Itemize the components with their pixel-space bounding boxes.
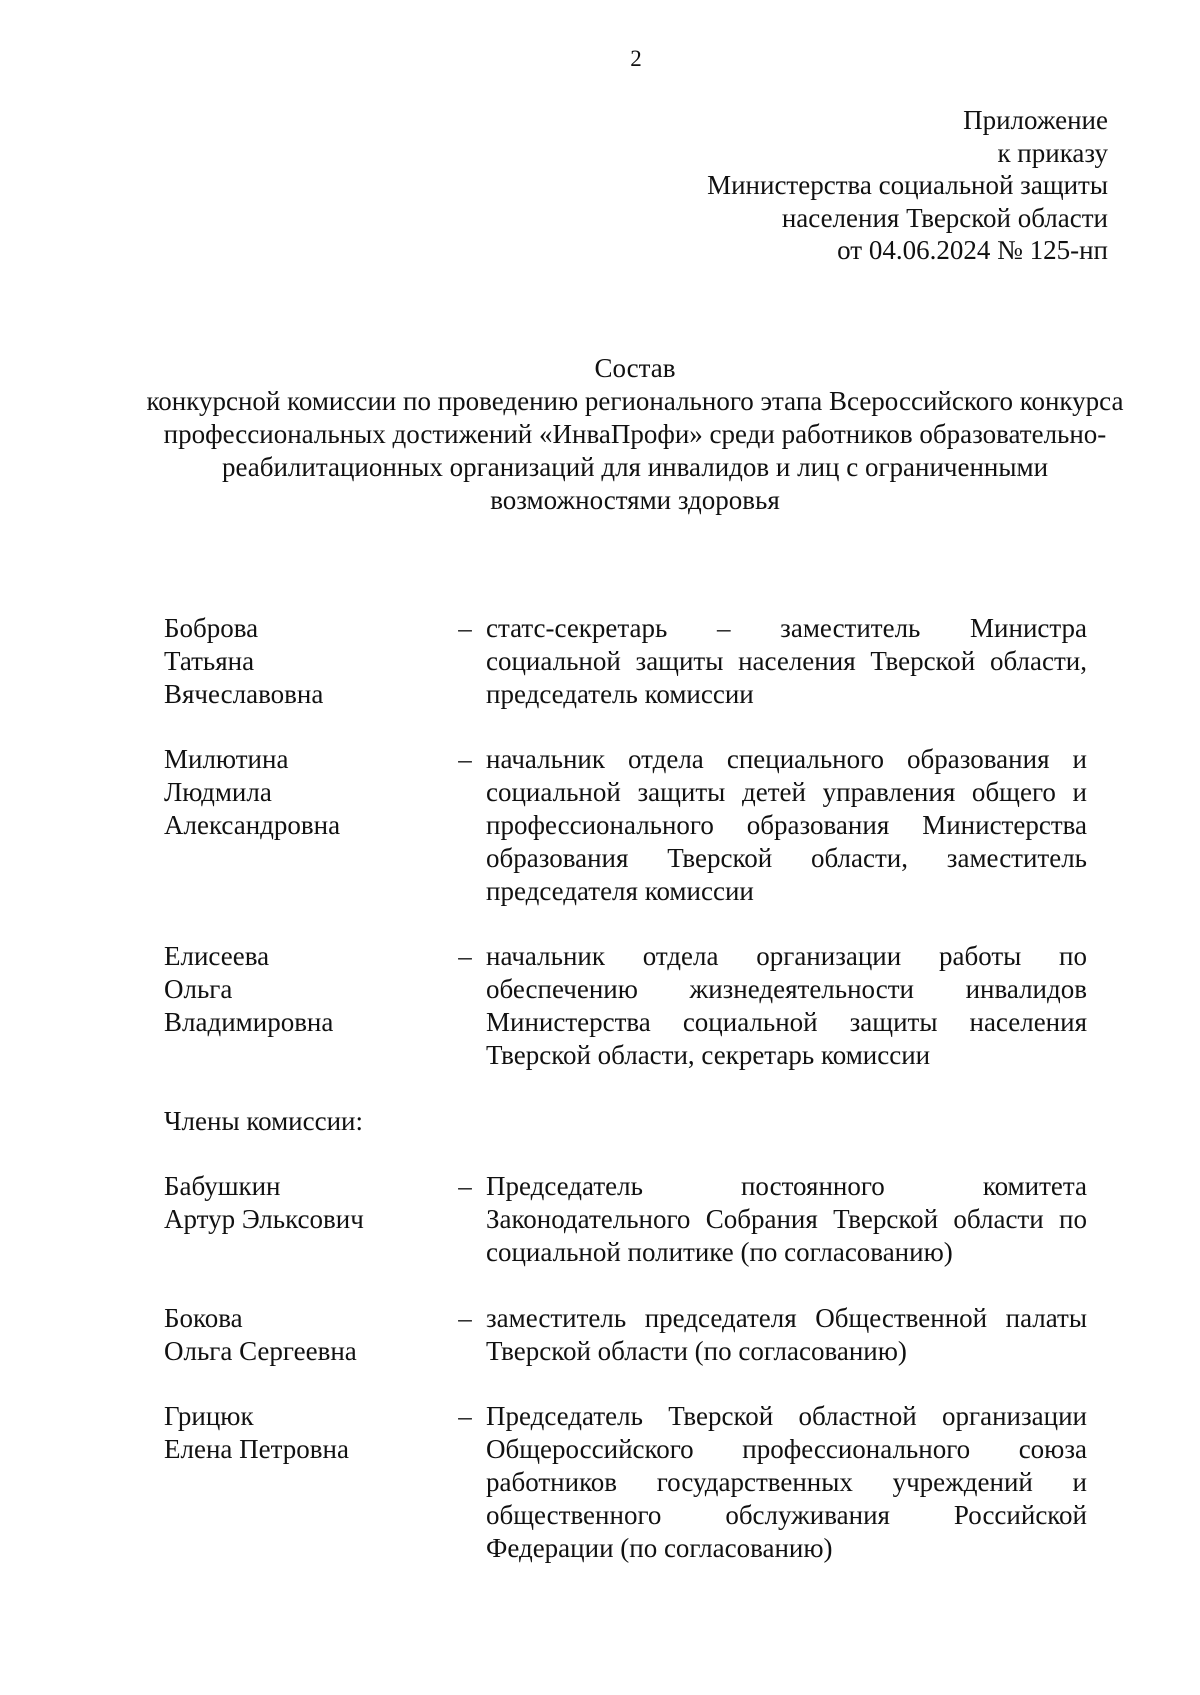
page-number: 2	[630, 46, 642, 71]
member-surname: Бабушкин	[164, 1171, 281, 1202]
member-patronymic: Александровна	[164, 809, 341, 840]
appendix-block	[508, 104, 1108, 267]
member-name	[164, 1302, 446, 1368]
member-surname: Грицюк	[164, 1401, 254, 1432]
member-role: Председатель постоянного комитета Законодательного Собрания Тверской области по социальной политике (по согласованию)	[486, 1171, 1087, 1267]
member-patronymic: Владимировна	[164, 1006, 334, 1037]
member-surname: Елисеева	[164, 941, 270, 972]
member-name	[164, 1170, 446, 1268]
appendix-line: населения Тверской области	[781, 202, 1108, 233]
appendix-line: Министерства социальной защиты	[707, 170, 1108, 200]
commission-member	[164, 612, 1087, 710]
title-heading: Состав	[594, 353, 676, 383]
appendix-line: от 04.06.2024 № 125-нп	[837, 235, 1108, 265]
member-role: Председатель Тверской областной организации Общероссийского профессионального союза работников государственных учреждений и общественного обслуживания Российской Федерации (по согласованию)	[486, 1401, 1087, 1563]
member-given-names: Елена Петровна	[164, 1434, 349, 1465]
dash-separator: –	[458, 1171, 472, 1202]
member-name	[164, 940, 446, 1071]
member-role: начальник отдела специального образования и социальной защиты детей управления общего и профессионального образования Министерства образования Тверской области, заместитель председателя комиссии	[486, 744, 1087, 906]
commission-member	[164, 940, 1087, 1071]
member-surname: Бокова	[164, 1302, 243, 1333]
commission-list	[164, 612, 1087, 1564]
dash-separator: –	[458, 1302, 472, 1333]
commission-member	[164, 1170, 1087, 1268]
member-role: заместитель председателя Общественной палаты Тверской области (по согласованию)	[486, 1302, 1087, 1366]
commission-member	[164, 743, 1087, 907]
title-subtitle: конкурсной комиссии по проведению регионального этапа Всероссийского конкурса профессиональных достижений «ИнваПрофи» среди работников образовательно-реабилитационных организаций для инвалидов и лиц с ограниченными возможностями здоровья	[146, 386, 1124, 515]
commission-member	[164, 1302, 1087, 1368]
document-title	[140, 352, 1130, 517]
appendix-line: Приложение	[963, 105, 1108, 135]
member-role: статс-секретарь – заместитель Министра социальной защиты населения Тверской области, председатель комиссии	[486, 613, 1087, 709]
dash-separator: –	[458, 1401, 472, 1432]
member-role: начальник отдела организации работы по обеспечению жизнедеятельности инвалидов Министерства социальной защиты населения Тверской области, секретарь комиссии	[486, 941, 1087, 1070]
dash-separator: –	[458, 613, 472, 643]
member-first-name: Ольга	[164, 974, 233, 1005]
members-label: Члены комиссии:	[164, 1105, 363, 1136]
member-given-names: Артур Элькс​ович	[164, 1204, 364, 1235]
member-patronymic: Вячеславовна	[164, 678, 324, 709]
dash-separator: –	[458, 941, 472, 972]
member-surname: Боброва	[164, 613, 259, 643]
member-name	[164, 1400, 446, 1564]
member-given-names: Ольга Сергеевна	[164, 1335, 357, 1366]
dash-separator: –	[458, 744, 472, 775]
member-surname: Милютина	[164, 744, 289, 775]
commission-member	[164, 1400, 1087, 1564]
member-name	[164, 612, 446, 710]
appendix-line: к приказу	[997, 137, 1108, 168]
member-name	[164, 743, 446, 907]
member-first-name: Людмила	[164, 777, 272, 808]
member-first-name: Татьяна	[164, 645, 255, 676]
